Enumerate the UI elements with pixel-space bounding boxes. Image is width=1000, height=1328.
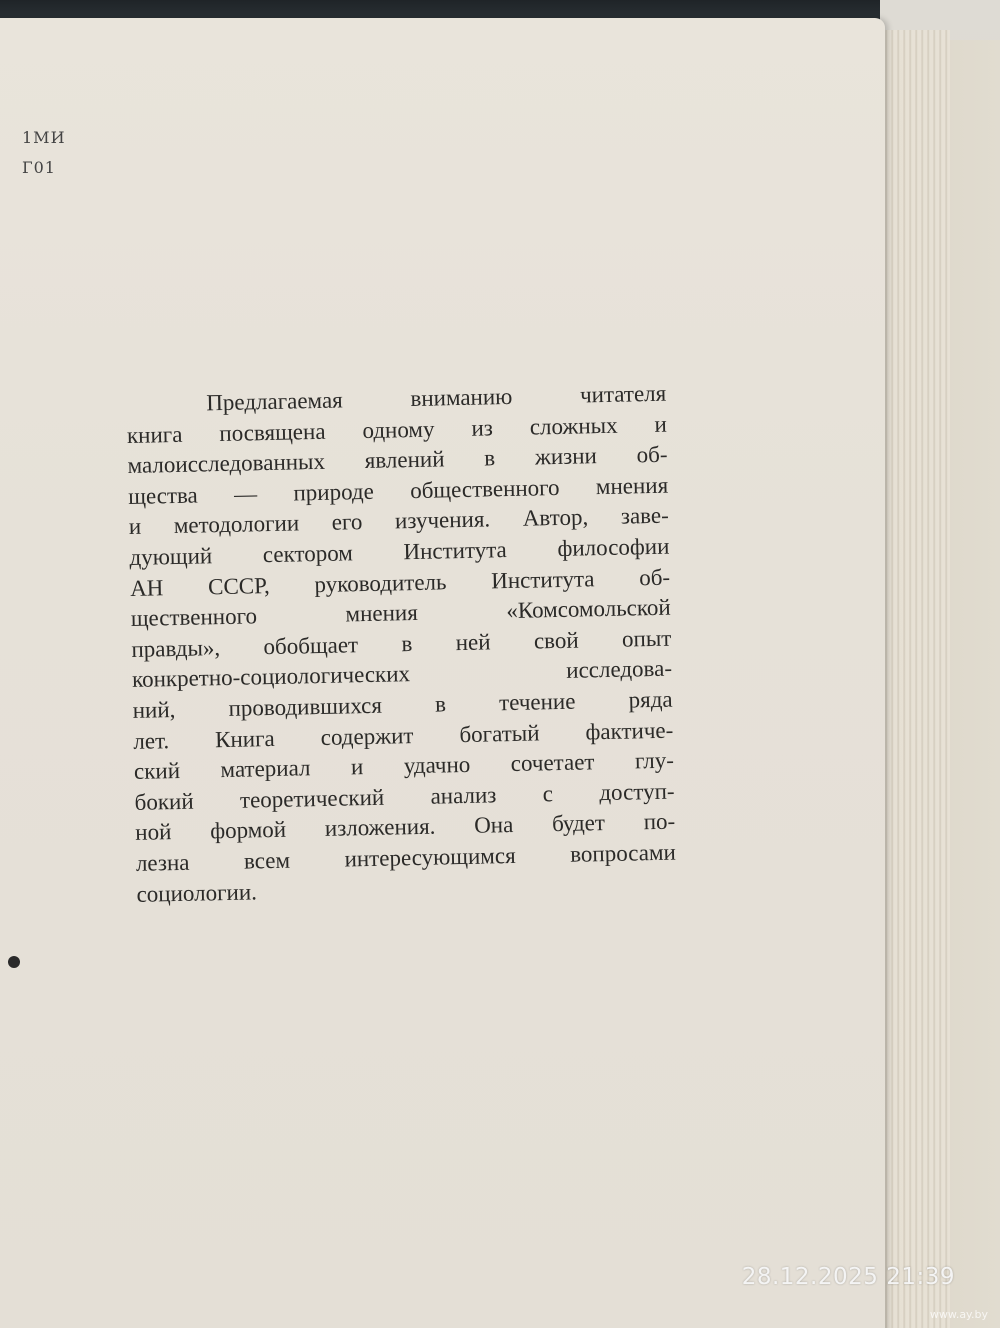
annotation-line: ний, проводившихся в течение ряда: [132, 686, 673, 723]
annotation-line: щества — природе общественного мнения: [127, 472, 669, 509]
annotation-line: ский материал и удачно сочетает глу-: [133, 747, 675, 785]
annotation-line: щественного мнения «Комсомольской: [130, 594, 671, 632]
photo-timestamp: 28.12.2025 21:39: [741, 1264, 955, 1290]
library-code-line-2: Г01: [22, 158, 56, 177]
annotation-line: правды», обобщает в ней свой опыт: [131, 625, 672, 662]
annotation-line: бокий теоретический анализ с доступ-: [134, 778, 675, 815]
annotation-line: книга посвящена одному из сложных и: [126, 411, 668, 448]
book-annotation: [126, 379, 677, 910]
annotation-line: социологии.: [136, 878, 258, 907]
annotation-line: АН СССР, руководитель Института об-: [129, 564, 671, 601]
annotation-line: лет. Книга содержит богатый фактиче-: [133, 717, 674, 754]
library-code-line-1: 1МИ: [22, 128, 66, 147]
bullet-dot: [8, 956, 20, 968]
annotation-line: конкретно-социологических исследова-: [131, 655, 673, 693]
watermark: www.ay.by: [929, 1308, 988, 1321]
annotation-line: лезна всем интересующимся вопросами: [135, 839, 677, 876]
annotation-line: Предлагаемая вниманию читателя: [206, 380, 667, 416]
annotation-line: ной формой изложения. Она будет по-: [135, 808, 676, 846]
annotation-line: дующий сектором Института философии: [129, 533, 670, 570]
annotation-line: малоисследованных явлений в жизни об-: [127, 441, 668, 479]
annotation-line: и методологии его изучения. Автор, заве-: [128, 503, 670, 540]
